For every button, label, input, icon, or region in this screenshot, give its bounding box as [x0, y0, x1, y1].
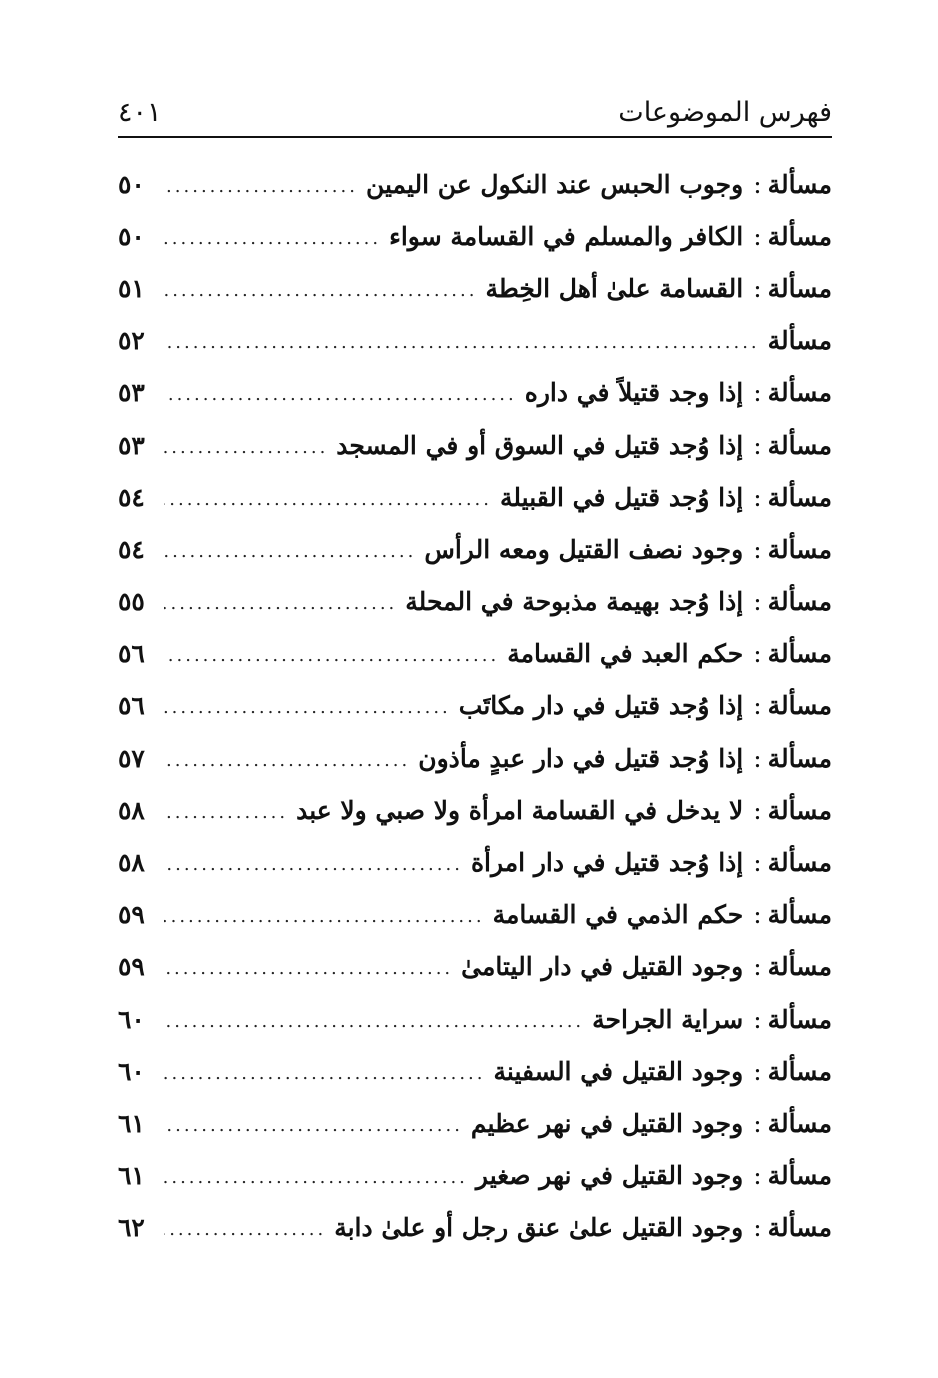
- toc-entry-prefix: مسألة: [767, 1056, 832, 1086]
- toc-entry-title: إذا وُجد قتيل في القبيلة: [499, 482, 744, 512]
- toc-entry-prefix: مسألة: [767, 743, 832, 773]
- toc-entry-label: [507, 639, 832, 668]
- toc-entry: [118, 889, 832, 941]
- toc-entry-title: وجود نصف القتيل ومعه الرأس: [424, 534, 744, 564]
- toc-entry: [118, 367, 832, 419]
- toc-entry-title: وجود القتيل في السفينة: [493, 1056, 744, 1086]
- toc-entry-page-number: ٥٩: [118, 900, 145, 930]
- toc-entry-prefix: مسألة: [767, 848, 832, 878]
- toc-entry-title: حكم الذمي في القسامة: [492, 900, 744, 930]
- toc-entry-label: [459, 691, 832, 720]
- toc-entry-separator: :: [753, 378, 762, 408]
- toc-entry-page-number: ٥٨: [118, 848, 145, 878]
- toc-entry-separator: :: [753, 1213, 762, 1243]
- toc-entry-title: سراية الجراحة: [592, 1004, 744, 1034]
- toc-entry-separator: :: [753, 691, 762, 721]
- dot-leader: [164, 802, 296, 823]
- toc-entry-label: [424, 535, 832, 564]
- toc-entry: [118, 523, 832, 575]
- toc-entry-prefix: مسألة: [767, 482, 832, 512]
- toc-entry-title: وجود القتيل في دار اليتامىٰ: [461, 952, 744, 982]
- toc-entry-separator: :: [753, 273, 762, 303]
- page-number: ٤٠١: [118, 97, 162, 128]
- toc-entry-page-number: ٥٤: [118, 482, 145, 512]
- toc-entry-separator: :: [753, 1056, 762, 1086]
- toc-entry: [118, 1202, 832, 1254]
- toc-entry-prefix: مسألة: [767, 900, 832, 930]
- toc-entry-page-number: ٦٢: [118, 1213, 145, 1243]
- toc-entry-prefix: مسألة: [767, 795, 832, 825]
- toc-entry-label: [389, 222, 832, 251]
- toc-entry-prefix: مسألة: [767, 639, 832, 669]
- toc-entry-title: إذا وجد قتيلاً في داره: [524, 378, 744, 408]
- toc-entry-label: [366, 170, 832, 199]
- dot-leader: [164, 697, 459, 718]
- toc-entry-prefix: مسألة: [767, 273, 832, 303]
- toc-entry-title: وجود القتيل في نهر عظيم: [470, 1108, 744, 1138]
- toc-entry-title: لا يدخل في القسامة امرأة ولا صبي ولا عبد: [296, 795, 744, 825]
- toc-entry-title: القسامة علىٰ أهل الخِطة: [485, 273, 744, 303]
- toc-entry-page-number: ٥١: [118, 273, 145, 303]
- toc-entry-page-number: ٥٧: [118, 743, 145, 773]
- toc-entry-separator: :: [753, 221, 762, 251]
- toc-entry-label: [418, 744, 832, 773]
- toc-entry-page-number: ٥٢: [118, 326, 145, 356]
- toc-entry-page-number: ٥٠: [118, 169, 145, 199]
- toc-entry-prefix: مسألة: [767, 587, 832, 617]
- dot-leader: [164, 645, 507, 666]
- dot-leader: [164, 332, 768, 353]
- dot-leader: [164, 854, 471, 875]
- toc-entry-page-number: ٥٣: [118, 378, 145, 408]
- toc-entry-prefix: مسألة: [767, 1004, 832, 1034]
- header-rule: [118, 136, 832, 138]
- toc-entry-page-number: ٦٠: [118, 1004, 145, 1034]
- toc-entry-label: [500, 483, 832, 512]
- toc-entry-separator: :: [753, 795, 762, 825]
- toc-entry-label: [476, 1161, 832, 1190]
- dot-leader: [164, 1063, 494, 1084]
- toc-entry: [118, 419, 832, 471]
- dot-leader: [164, 437, 336, 458]
- toc-entry-separator: :: [753, 430, 762, 460]
- toc-entry-prefix: مسألة: [767, 378, 832, 408]
- toc-entry-separator: :: [753, 1004, 762, 1034]
- toc-entry-page-number: ٥٣: [118, 430, 145, 460]
- toc-entry-separator: :: [753, 482, 762, 512]
- toc-entry-prefix: مسألة: [767, 952, 832, 982]
- dot-leader: [164, 750, 418, 771]
- toc-entry-prefix: مسألة: [767, 326, 832, 356]
- toc-entry: [118, 1097, 832, 1149]
- toc-entry-separator: :: [753, 1161, 762, 1191]
- toc-entry-title: إذا وُجد قتيل في دار عبدٍ مأذون: [418, 743, 744, 773]
- toc-entry-label: [494, 1057, 833, 1086]
- toc-entry-label: [592, 1005, 832, 1034]
- toc-entry: [118, 262, 832, 314]
- dot-leader: [164, 1011, 592, 1032]
- toc-entry-separator: :: [753, 169, 762, 199]
- toc-entry: [118, 836, 832, 888]
- dot-leader: [164, 280, 485, 301]
- toc-entry: [118, 576, 832, 628]
- toc-entry-page-number: ٦١: [118, 1108, 145, 1138]
- toc-entry: [118, 1150, 832, 1202]
- toc-entry-separator: :: [753, 534, 762, 564]
- toc-entry-prefix: مسألة: [767, 430, 832, 460]
- toc-entry-label: [525, 378, 832, 407]
- toc-entry-separator: :: [753, 1108, 762, 1138]
- toc-entry-label: [405, 587, 832, 616]
- toc-entry-prefix: مسألة: [767, 169, 832, 199]
- toc-entry-separator: :: [753, 743, 762, 773]
- toc-entry-title: وجود القتيل علىٰ عنق رجل أو علىٰ دابة: [334, 1213, 744, 1243]
- toc-entry-prefix: مسألة: [767, 691, 832, 721]
- header-title: فهرس الموضوعات: [618, 97, 832, 128]
- toc-entry-title: وجود القتيل في نهر صغير: [475, 1161, 744, 1191]
- toc-entry-label: [485, 274, 832, 303]
- toc-entry-separator: :: [753, 587, 762, 617]
- toc-entry-page-number: ٦١: [118, 1161, 145, 1191]
- toc-entry-separator: :: [753, 900, 762, 930]
- table-of-contents: [118, 158, 832, 1254]
- toc-entry-prefix: مسألة: [767, 1161, 832, 1191]
- dot-leader: [164, 1219, 334, 1240]
- toc-entry-page-number: ٥٠: [118, 221, 145, 251]
- toc-entry-page-number: ٥٥: [118, 587, 145, 617]
- dot-leader: [164, 593, 405, 614]
- toc-entry-page-number: ٦٠: [118, 1056, 145, 1086]
- dot-leader: [164, 958, 461, 979]
- toc-entry: [118, 732, 832, 784]
- toc-entry-page-number: ٥٨: [118, 795, 145, 825]
- toc-entry-separator: :: [753, 848, 762, 878]
- dot-leader: [164, 1115, 471, 1136]
- toc-entry: [118, 941, 832, 993]
- toc-entry: [118, 1045, 832, 1097]
- toc-entry: [118, 315, 832, 367]
- toc-entry-title: إذا وُجد قتيل في السوق أو في المسجد: [336, 430, 744, 460]
- toc-entry-prefix: مسألة: [767, 1213, 832, 1243]
- toc-entry-label: [471, 848, 832, 877]
- toc-entry-label: [461, 952, 832, 981]
- dot-leader: [164, 228, 389, 249]
- toc-entry-page-number: ٥٩: [118, 952, 145, 982]
- toc-entry-label: [334, 1213, 832, 1242]
- toc-entry: [118, 210, 832, 262]
- toc-entry-prefix: مسألة: [767, 534, 832, 564]
- toc-entry-title: إذا وُجد قتيل في دار امرأة: [470, 848, 744, 878]
- toc-entry: [118, 993, 832, 1045]
- toc-entry: [118, 784, 832, 836]
- toc-entry-label: [493, 900, 832, 929]
- dot-leader: [164, 541, 424, 562]
- toc-entry: [118, 158, 832, 210]
- toc-entry-page-number: ٥٦: [118, 639, 145, 669]
- toc-entry-title: إذا وُجد قتيل في دار مكاتَب: [458, 691, 744, 721]
- dot-leader: [164, 906, 493, 927]
- toc-entry-page-number: ٥٤: [118, 534, 145, 564]
- toc-entry: [118, 471, 832, 523]
- dot-leader: [164, 176, 366, 197]
- toc-entry-title: إذا وُجد بهيمة مذبوحة في المحلة: [405, 587, 744, 617]
- dot-leader: [164, 489, 500, 510]
- toc-entry: [118, 680, 832, 732]
- dot-leader: [164, 384, 525, 405]
- toc-entry-label: [336, 431, 832, 460]
- dot-leader: [164, 1167, 476, 1188]
- running-header: [118, 88, 832, 128]
- toc-entry-title: الكافر والمسلم في القسامة سواء: [389, 221, 744, 251]
- toc-entry-label: [471, 1109, 832, 1138]
- toc-entry-separator: :: [753, 639, 762, 669]
- toc-entry-title: حكم العبد في القسامة: [507, 639, 744, 669]
- toc-entry: [118, 628, 832, 680]
- toc-entry-label: [768, 326, 832, 355]
- toc-entry-separator: :: [753, 952, 762, 982]
- toc-entry-prefix: مسألة: [767, 1108, 832, 1138]
- toc-entry-title: وجوب الحبس عند النكول عن اليمين: [365, 169, 744, 199]
- toc-entry-prefix: مسألة: [767, 221, 832, 251]
- toc-entry-page-number: ٥٦: [118, 691, 145, 721]
- toc-entry-label: [296, 796, 832, 825]
